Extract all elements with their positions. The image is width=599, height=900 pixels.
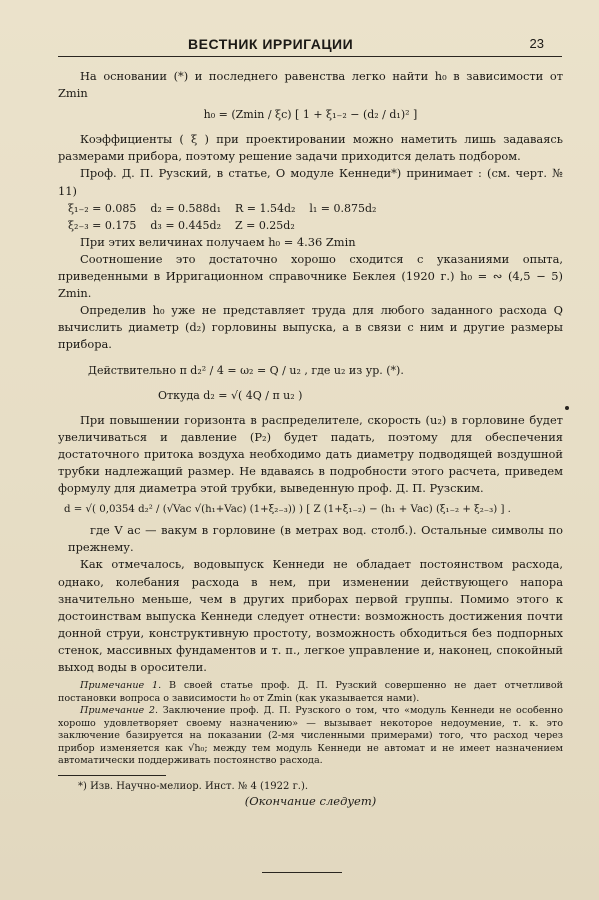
coefficients-line-1: ξ₁₋₂ = 0.085 d₂ = 0.588d₁ R = 1.54d₂ l₁ = 0.875d₂	[68, 201, 377, 215]
bottom-divider	[262, 872, 342, 873]
footnote: *) Изв. Научно-мелиор. Инст. № 4 (1922 г.).	[78, 780, 309, 792]
margin-dot	[565, 406, 569, 410]
note-2-label: Примечание 2.	[80, 705, 159, 717]
formula-h0: h₀ = (Zmin / ξc) [ 1 + ξ₁₋₂ − (d₂ / d₁)² ]	[203, 108, 418, 122]
paragraph-8: где V ac — вакум в горловине (в метрах вод. столб.). Остальные символы по прежнему.	[68, 523, 563, 555]
note-2-text: Заключение проф. Д. П. Рузского о том, что «модуль Кеннеди не особенно хорошо удовлетворяет своему назначению» — вызывает некоторое недоумение, т. к. это заключение базируется на показании (2-мя численными примерами) того, что расход через прибор изменяется как √h₀; между тем модуль Кеннеди не автомат и не имеет назначением автоматически поддерживать постоянство расхода.	[58, 705, 564, 767]
paragraph-4: При этих величинах получаем h₀ = 4.36 Zmin	[80, 234, 356, 249]
formula-air-tube: d = √( 0,0354 d₂² / (√Vac √(h₁+Vac) (1+ξ₂₋₃)) ) [ Z (1+ξ₁₋₂) − (h₁ + Vac) (ξ₁₋₂ + ξ₂₋₃) ] .	[64, 504, 511, 516]
note-1-text: В своей статье проф. Д. П. Рузский совершенно не дает отчетливой постановки вопроса о зависимости h₀ от Zmin (как указывается нами).	[58, 680, 564, 704]
paragraph-1: На основании (*) и последнего равенства легко найти h₀ в зависимости от Zmin	[58, 69, 563, 101]
page-header	[58, 34, 562, 57]
note-1	[58, 680, 563, 705]
article-body	[58, 68, 563, 810]
paragraph-3: Проф. Д. П. Рузский, в статье, О модуле Кеннеди*) принимает : (см. черт. № 11)	[58, 166, 563, 198]
note-2	[58, 705, 563, 768]
paragraph-6: Определив h₀ уже не представляет труда для любого заданного расхода Q вычислить диаметр (d₂) горловины выпуска, а в связи с ним и другие размеры прибора.	[58, 303, 563, 352]
paragraph-9: Как отмечалось, водовыпуск Кеннеди не обладает постоянством расхода, однако, колебания расхода в нем, при изменении действующего напора значительно меньше, чем в других приборах первой группы. Помимо этого к достоинствам выпуска Кеннеди следует отнести: возможность достижения почти донной струи, конструктивную простоту, возможность обходиться без подпорных стенок, массивных фундаментов и т. п., легкое управление и, наконец, спокойный выход воды в оросители.	[58, 557, 563, 674]
footnote-divider	[58, 775, 166, 776]
paragraph-2: Коэффициенты ( ξ ) при проектировании можно наметить лишь задаваясь размерами прибора, поэтому решение задачи приходится делать подбором.	[58, 132, 563, 164]
journal-title: ВЕСТНИК ИРРИГАЦИИ	[188, 36, 354, 52]
paragraph-7: При повышении горизонта в распределителе, скорость (u₂) в горловине будет увеличиваться и давление (P₂) будет падать, поэтому для обеспечения достаточного притока воздуха необходимо дать диаметру подводящей воздушной трубки надлежащий размер. Не вдаваясь в подробности этого расчета, приведем формулу для диаметра этой трубки, выведенную проф. Д. П. Рузским.	[58, 412, 563, 496]
coefficients-line-2: ξ₂₋₃ = 0.175 d₃ = 0.445d₂ Z = 0.25d₂	[68, 218, 295, 232]
note-1-label: Примечание 1.	[80, 680, 162, 692]
formula-diameter: Откуда d₂ = √( 4Q / π u₂ )	[158, 388, 303, 402]
formula-area: Действительно π d₂² / 4 = ω₂ = Q / u₂ , где u₂ из ур. (*).	[88, 363, 404, 377]
paragraph-5: Соотношение это достаточно хорошо сходится с указаниями опыта, приведенными в Ирригационном справочнике Беклея (1920 г.) h₀ = ∾ (4,5 − 5) Zmin.	[58, 251, 563, 301]
page-number: 23	[529, 36, 544, 51]
to-be-continued: (Окончание следует)	[244, 793, 377, 808]
